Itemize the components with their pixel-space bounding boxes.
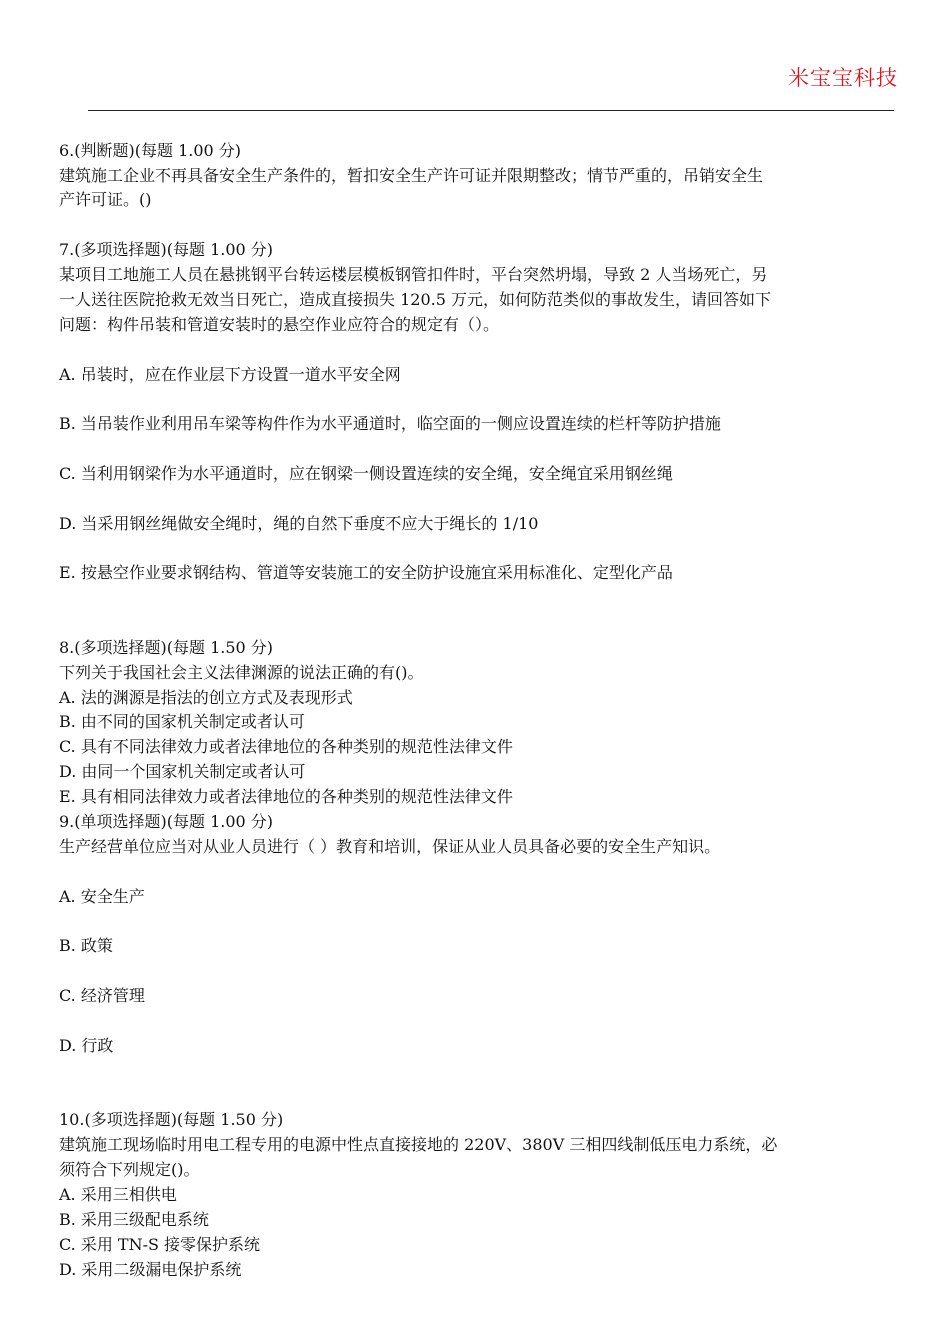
question-10-option-a: A. 采用三相供电 — [59, 1185, 177, 1204]
question-6-text-line: 建筑施工企业不再具备安全生产条件的，暂扣安全生产许可证并限期整改；情节严重的，吊销安全生 — [59, 166, 764, 185]
brand-logo-text: 米宝宝科技 — [788, 66, 898, 90]
question-7-option-e: E. 按悬空作业要求钢结构、管道等安装施工的安全防护设施宜采用标准化、定型化产品 — [59, 563, 673, 582]
question-7-option-a: A. 吊装时，应在作业层下方设置一道水平安全网 — [59, 365, 401, 384]
question-10-option-b: B. 采用三级配电系统 — [59, 1210, 209, 1229]
question-7-option-b: B. 当吊装作业利用吊车梁等构件作为水平通道时，临空面的一侧应设置连续的栏杆等防护措施 — [59, 414, 721, 433]
question-8-text-line: 下列关于我国社会主义法律渊源的说法正确的有()。 — [59, 663, 424, 682]
question-10-text-line: 建筑施工现场临时用电工程专用的电源中性点直接接地的 220V、380V 三相四线制低压电力系统，必 — [59, 1135, 778, 1154]
question-7-text-line: 问题：构件吊装和管道安装时的悬空作业应符合的规定有（）。 — [59, 315, 500, 334]
question-7-text-line: 某项目工地施工人员在悬挑钢平台转运楼层模板钢管扣件时，平台突然坍塌，导致 2 人当场死亡，另 — [59, 265, 768, 284]
question-7-heading: 7.(多项选择题)(每题 1.00 分) — [59, 240, 274, 259]
question-8-heading: 8.(多项选择题)(每题 1.50 分) — [59, 638, 274, 657]
question-9-text-line: 生产经营单位应当对从业人员进行（ ）教育和培训，保证从业人员具备必要的安全生产知识。 — [59, 837, 721, 856]
question-6-heading: 6.(判断题)(每题 1.00 分) — [59, 141, 242, 160]
question-8-option-b: B. 由不同的国家机关制定或者认可 — [59, 712, 305, 731]
question-9-option-a: A. 安全生产 — [59, 887, 145, 906]
question-8-option-e: E. 具有相同法律效力或者法律地位的各种类别的规范性法律文件 — [59, 787, 513, 806]
question-9-option-d: D. 行政 — [59, 1036, 114, 1055]
question-10-option-c: C. 采用 TN-S 接零保护系统 — [59, 1235, 261, 1254]
question-9-option-c: C. 经济管理 — [59, 986, 145, 1005]
question-6-text-line: 产许可证。() — [59, 190, 152, 209]
question-10-option-d: D. 采用二级漏电保护系统 — [59, 1260, 242, 1279]
question-8-option-c: C. 具有不同法律效力或者法律地位的各种类别的规范性法律文件 — [59, 737, 513, 756]
question-9-heading: 9.(单项选择题)(每题 1.00 分) — [59, 812, 274, 831]
question-7-text-line: 一人送往医院抢救无效当日死亡，造成直接损失 120.5 万元，如何防范类似的事故发生，请回答如下 — [59, 290, 771, 309]
question-8-option-d: D. 由同一个国家机关制定或者认可 — [59, 762, 306, 781]
question-10-heading: 10.(多项选择题)(每题 1.50 分) — [59, 1110, 284, 1129]
question-9-option-b: B. 政策 — [59, 936, 113, 955]
question-7-option-c: C. 当利用钢梁作为水平通道时，应在钢梁一侧设置连续的安全绳，安全绳宜采用钢丝绳 — [59, 464, 673, 483]
question-10-text-line: 须符合下列规定()。 — [59, 1160, 200, 1179]
header-divider — [88, 110, 894, 111]
question-8-option-a: A. 法的渊源是指法的创立方式及表现形式 — [59, 688, 353, 707]
question-7-option-d: D. 当采用钢丝绳做安全绳时，绳的自然下垂度不应大于绳长的 1/10 — [59, 514, 539, 533]
